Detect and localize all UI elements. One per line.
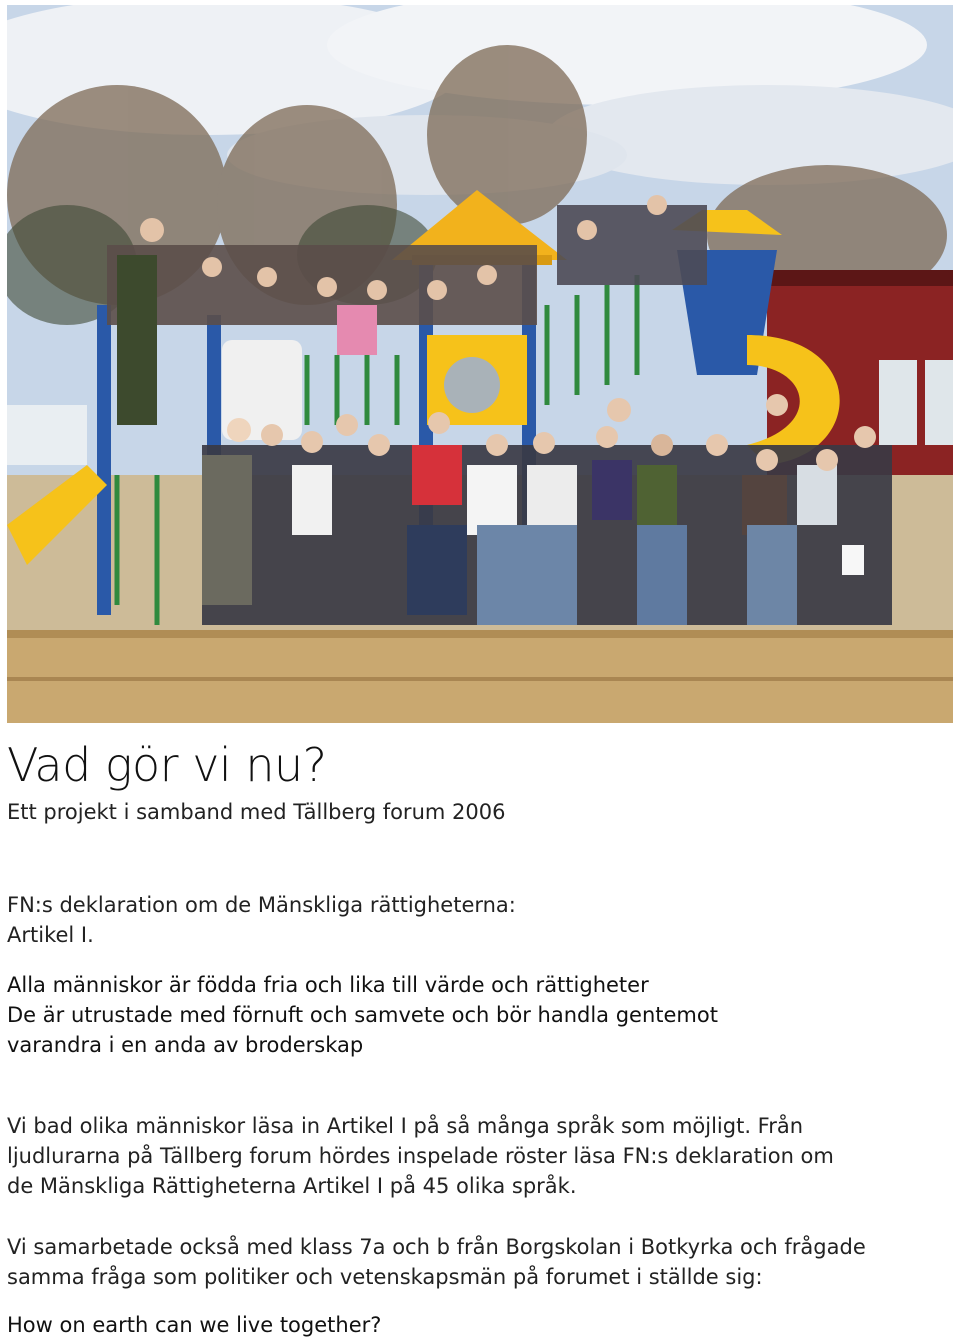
declaration-article-label: Artikel I. [7,923,94,947]
article-line: De är utrustade med förnuft och samvete och bör handla gentemot [7,1003,718,1027]
paragraph-line: de Mänskliga Rättigheterna Artikel I på 45 olika språk. [7,1174,577,1198]
playground-group-photo-icon [7,5,953,723]
paragraph-line: Vi bad olika människor läsa in Artikel I på så många språk som möjligt. Från [7,1114,804,1138]
article-line: Alla människor är födda fria och lika till värde och rättigheter [7,973,649,997]
paragraph-collaboration [7,1232,866,1292]
paragraph-line: Vi samarbetade också med klass 7a och b från Borgskolan i Botkyrka och frågade [7,1235,866,1259]
group-photo [7,5,953,723]
declaration-heading [7,890,516,950]
paragraph-line: samma fråga som politiker och vetenskapsmän på forumet i ställde sig: [7,1265,763,1289]
paragraph-line: ljudlurarna på Tällberg forum hördes inspelade röster läsa FN:s deklaration om [7,1144,834,1168]
paragraph-languages [7,1111,834,1201]
closing-question: How on earth can we live together? [7,1313,382,1337]
page-subtitle: Ett projekt i samband med Tällberg forum 2006 [7,800,506,824]
declaration-line: FN:s deklaration om de Mänskliga rättigheterna: [7,893,516,917]
page-title: Vad gör vi nu? [7,738,327,792]
article-line: varandra i en anda av broderskap [7,1033,364,1057]
article-text [7,970,718,1060]
